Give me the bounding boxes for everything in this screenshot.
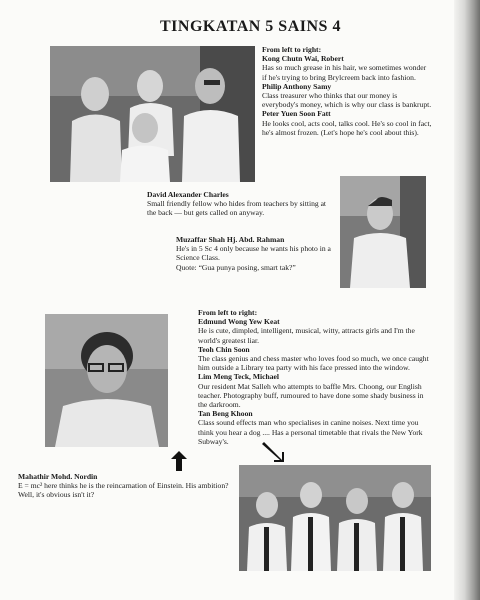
caption-text: Has so much grease in his hair, we sometimes wonder if he's trying to bring Brylcreem back into fashion. xyxy=(262,63,427,82)
caption-quote: Quote: “Gua punya posing, smart tak?” xyxy=(176,262,296,272)
caption-name: Teoh Chin Soon xyxy=(198,344,250,354)
caption-text: Our resident Mat Salleh who attempts to baffle Mrs. Choong, our English teacher. Photography buff, rumoured to have done some shady business in the darkroom. xyxy=(198,381,424,410)
caption-name: Lim Meng Teck, Michael xyxy=(198,372,279,382)
caption-name: Kong Chutn Wai, Robert xyxy=(262,54,344,64)
caption-name: Muzaffar Shah Hj. Abd. Rahman xyxy=(176,235,285,244)
caption-text: Small friendly fellow who hides from teachers by sitting at the back — but gets called on anyway. xyxy=(147,199,327,218)
david-caption xyxy=(147,190,337,218)
caption-name: Mahathir Mohd. Nordin xyxy=(18,472,98,481)
caption-name: Peter Yuen Soon Fatt xyxy=(262,109,331,119)
caption-name: David Alexander Charles xyxy=(147,190,229,199)
caption-text: He is cute, dimpled, intelligent, musical, witty, attracts girls and I'm the world's greatest liar. xyxy=(198,326,415,345)
binding-shadow xyxy=(454,0,480,600)
caption-name: Tan Beng Khoon xyxy=(198,409,253,419)
portrait-photo-left xyxy=(45,314,168,447)
page-title: TINGKATAN 5 SAINS 4 xyxy=(160,18,341,35)
caption-name: Edmund Wong Yew Keat xyxy=(198,317,280,327)
group2-captions xyxy=(198,308,430,446)
caption-text: He looks cool, acts cool, talks cool. He's so cool in fact, he's almost frozen. (Let's hope he's cool about this). xyxy=(262,118,432,137)
group-photo-bottom xyxy=(239,465,431,571)
group1-header: From left to right: xyxy=(262,45,322,54)
group2-header: From left to right: xyxy=(198,308,258,317)
caption-name: Philip Anthony Samy xyxy=(262,81,332,91)
group-photo-top xyxy=(50,46,255,182)
portrait-photo-right xyxy=(340,176,426,288)
muzaffar-caption xyxy=(176,235,334,272)
caption-text: Class treasurer who thinks that our money is everybody's money, which is why our class is bankrupt. xyxy=(262,91,432,110)
caption-text: He's in 5 Sc 4 only because he wants his photo in a Science Class. xyxy=(176,244,331,263)
caption-text: E = mc² here thinks he is the reincarnation of Einstein. His ambition? Well, it's obvious isn't it? xyxy=(18,481,229,500)
group1-captions xyxy=(262,45,432,137)
caption-text: The class genius and chess master who loves food so much, we once caught him outside a Library tea party with his face pressed into the window. xyxy=(198,354,429,373)
caption-text: Class sound effects man who specialises in canine noises. Next time you think you hear a dog .... Has a personal timetable that rivals the New York Subway's. xyxy=(198,418,423,446)
mahathir-caption xyxy=(18,472,236,500)
